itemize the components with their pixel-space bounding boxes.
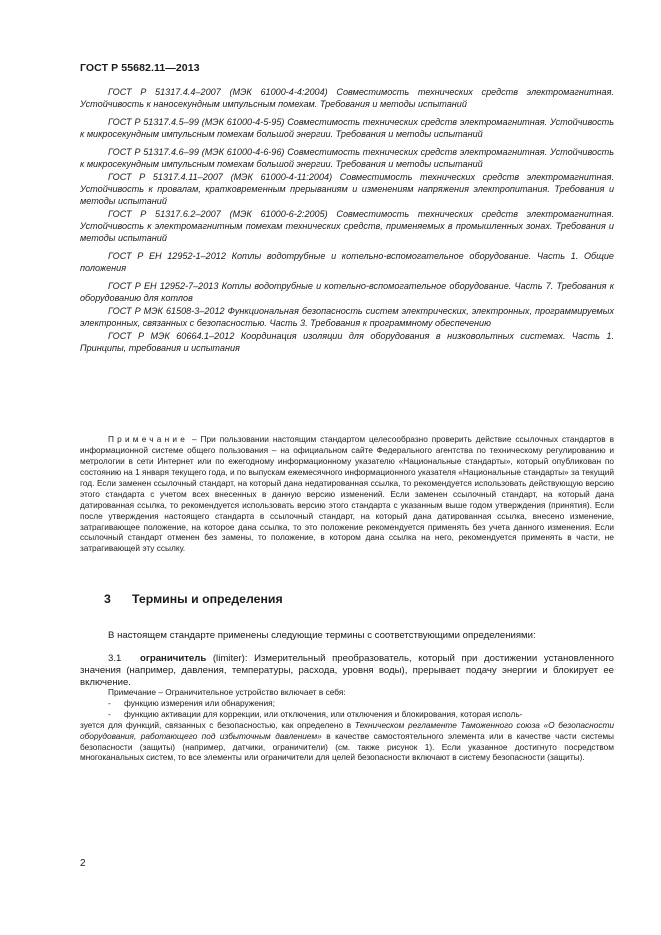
term-note-bullet: - функцию активации для коррекции, или отключения, или отключения и блокирования, которая исполь-	[108, 708, 523, 719]
reference-item: ГОСТ Р МЭК 60664.1–2012 Координация изоляции для оборудования в низковольтных системах. Часть 1. Принципы, требования и испытания	[80, 331, 614, 353]
reference-item: ГОСТ Р 51317.4.6–99 (МЭК 61000-4-6-96) Совместимость технических средств электромагнитная. Устойчивость к микросекундным импульсным помехам большой энергии. Требования и методы испытаний	[80, 147, 614, 169]
term-note-bullet: - функцию измерения или обнаружения;	[108, 697, 275, 708]
reference-item: ГОСТ Р ЕН 12952-1–2012 Котлы водотрубные и котельно-вспомогательное оборудование. Часть 1. Общие положения	[80, 251, 614, 273]
reference-item: ГОСТ Р ЕН 12952-7–2013 Котлы водотрубные и котельно-вспомогательное оборудование. Часть 7. Требования к оборудованию для котлов	[80, 281, 614, 303]
page-header: ГОСТ Р 55682.11—2013	[80, 62, 200, 74]
reference-item: ГОСТ Р 51317.4.5–99 (МЭК 61000-4-5-95) Совместимость технических средств электромагнитная. Устойчивость к микросекундным импульсным помехам большой энергии. Требования и методы испытаний	[80, 117, 614, 139]
regulation-reference: Техническом регламенте Таможенного союза «О безопасности оборудования, работающего под избыточным давлением»	[80, 719, 614, 741]
reference-item: ГОСТ Р МЭК 61508-3–2012 Функциональная безопасность систем электрических, электронных, программируемых электронных, связанных с безопасностью. Часть 3. Требования к программному обеспечению	[80, 306, 614, 328]
term-note	[80, 687, 614, 763]
note-text: – При пользовании настоящим стандартом целесообразно проверить действие ссылочных стандартов в информационной системе общего пользования – на официальном сайте Федерального агентства по техническому регулированию и метрологии в сети Интернет или по ежегодному информационному указателю «Национальные стандарты», который опубликован по состоянию на 1 января текущего года, и по выпускам ежемесячного информационного указателя «Национальные стандарты» за текущий год. Если заменен ссылочный стандарт, на который дана недатированная ссылка, то рекомендуется использовать действующую версию этого стандарта с учетом всех внесенных в данную версию изменений. Если заменен ссылочный стандарт, на который дана датированная ссылка, то рекомендуется использовать версию этого стандарта с указанным выше годом утверждения (принятия). Если после утверждения настоящего стандарта в ссылочный стандарт, на который дана датированная ссылка, внесено изменение, затрагивающее положение, на которое дана ссылка, то это положение рекомендуется применять без учета данного изменения. Если ссылочный стандарт отменен без замены, то положение, в котором дана ссылка на него, рекомендуется применять в части, не затрагивающей эту ссылку.	[80, 434, 614, 554]
note-label: Примечание	[108, 434, 189, 445]
term-number: 3.1	[108, 652, 122, 664]
term-note-label: Примечание	[108, 687, 157, 697]
section-intro: В настоящем стандарте применены следующие термины с соответствующими определениями:	[108, 629, 536, 641]
term-definition	[80, 653, 614, 690]
term-name: ограничитель	[140, 652, 207, 664]
section-title: Термины и определения	[132, 592, 283, 606]
reference-item: ГОСТ Р 51317.6.2–2007 (МЭК 61000-6-2:2005) Совместимость технических средств электромагнитная. Устойчивость к электромагнитным помехам технических средств, применяемых в промышленных зонах. Требования и методы испытаний	[80, 209, 614, 243]
section-number: 3	[104, 592, 111, 606]
reference-item: ГОСТ Р 51317.4.11–2007 (МЭК 61000-4-11:2004) Совместимость технических средств электромагнитная. Устойчивость к провалам, кратковременным прерываниям и изменениям напряжения электропитания. Требования и методы испытаний	[80, 172, 614, 206]
references-note	[80, 434, 614, 554]
term-note-continuation: зуется для функций, связанных с безопасностью, как определено в Техническом регламенте Таможенного союза «О безопасности оборудования, работающего под избыточным давлением» в качестве самостоятельного элемента или в качестве части системы безопасности (защиты) (например, датчики, ограничители) (см. также рисунок 1). Если указанное достигнуто посредством многоканальных систем, то все элементы или ограничители для целей безопасности включают в систему безопасности (защиты).	[80, 719, 614, 763]
term-note-lead: Примечание – Ограничительное устройство включает в себя:	[108, 687, 346, 697]
page-number: 2	[80, 858, 86, 869]
section-heading	[104, 592, 283, 606]
references-list	[80, 86, 614, 360]
term-text: (limiter): Измерительный преобразователь, который при достижении установленного значения (например, давления, температуры, расхода, уровня воды), прерывает подачу энергии и блокирует ее включение.	[80, 652, 614, 688]
reference-item: ГОСТ Р 51317.4.4–2007 (МЭК 61000-4-4:2004) Совместимость технических средств электромагнитная. Устойчивость к наносекундным импульсным помехам. Требования и методы испытаний	[80, 87, 614, 109]
